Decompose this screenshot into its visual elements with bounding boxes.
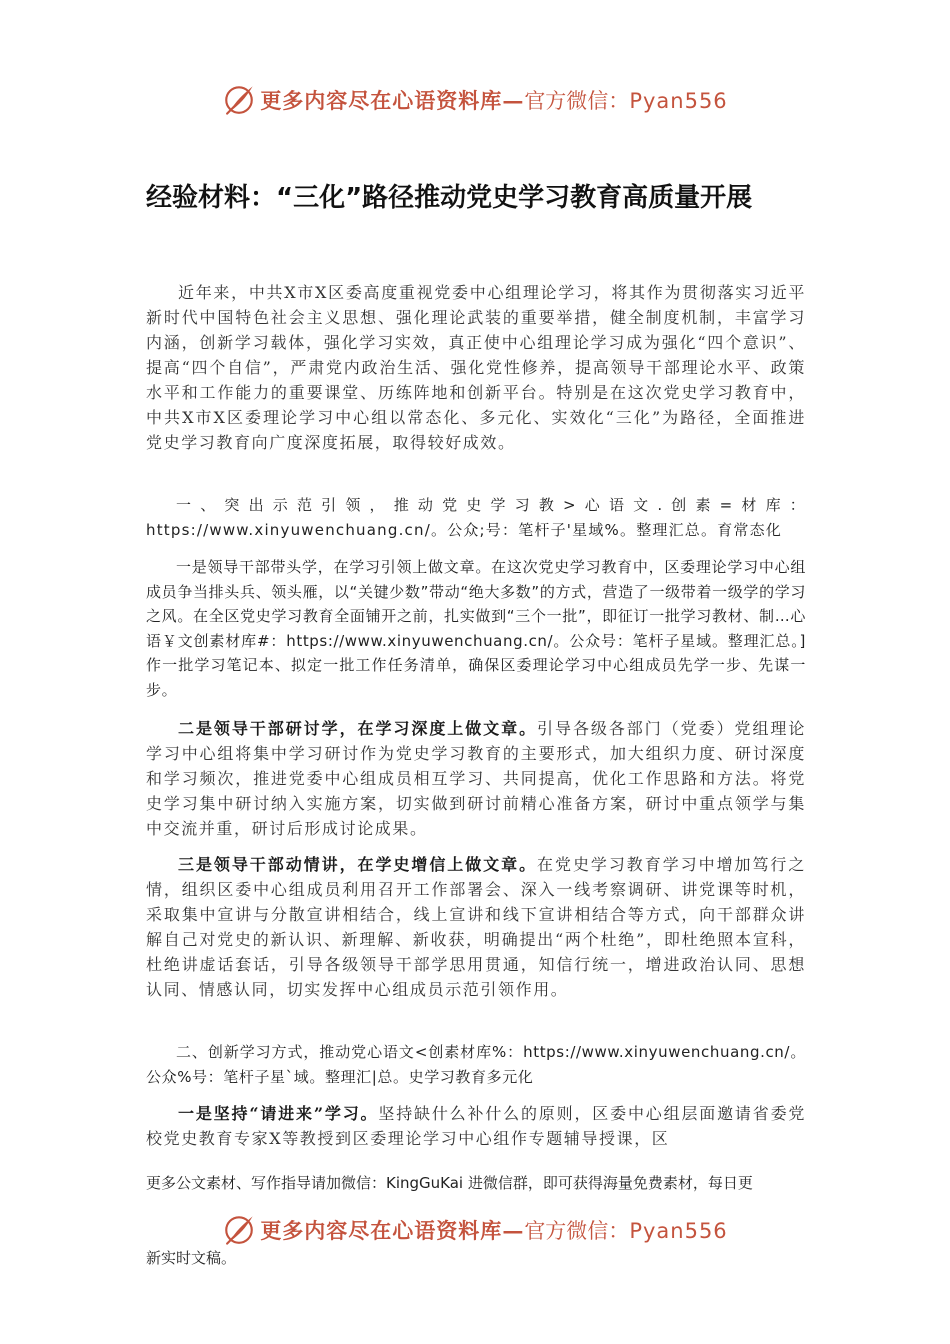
banner-library-name: 更多内容尽在心语资料库	[260, 1218, 503, 1243]
banner-text	[260, 1215, 727, 1245]
banner-library-name: 更多内容尽在心语资料库	[260, 88, 503, 113]
banner-text	[260, 85, 727, 115]
banner-wechat-id: Pyan556	[629, 89, 728, 113]
item-2-lead: 二是领导干部研讨学，在学习深度上做文章。	[178, 719, 538, 738]
item-3-body: 在党史学习教育学习中增加笃行之情，组织区委中心组成员利用召开工作部署会、深入一线考察调研、讲党课等时机，采取集中宣讲与分散宣讲相结合，线上宣讲和线下宣讲相结合等方式，向干部群众讲解自己对党史的新认识、新理解、新收获，明确提出“两个杜绝”，即杜绝照本宣科，杜绝讲虚话套话，引导各级领导干部学思用贯通，知信行统一，增进政治认同、思想认同、情感认同，切实发挥中心组成员示范引领作用。	[146, 855, 806, 999]
banner-wechat-id: Pyan556	[629, 1219, 728, 1243]
footer-promo-line-2: 新实时文稿。	[146, 1249, 237, 1267]
banner-wechat-label: 官方微信：	[524, 1219, 630, 1243]
page-title: 经验材料：“三化”路径推动党史学习教育高质量开展	[146, 183, 753, 213]
banner-dash: —	[502, 1218, 525, 1243]
banner-wechat-label: 官方微信：	[524, 89, 630, 113]
item-4-lead: 一是坚持“请进来”学习。	[178, 1104, 379, 1123]
item-3-paragraph	[146, 852, 806, 1002]
banner-dash: —	[502, 88, 525, 113]
quill-pen-logo-icon	[222, 83, 256, 117]
item-2-body: 引导各级各部门（党委）党组理论学习中心组将集中学习研讨作为党史学习教育的主要形式，加大组织力度、研讨深度和学习频次，推进党委中心组成员相互学习、共同提高，优化工作思路和方法。将党史学习集中研讨纳入实施方案，切实做到研讨前精心准备方案，研讨中重点领学与集中交流并重，研讨后形成讨论成果。	[146, 719, 806, 838]
footer-promo-line: 更多公文素材、写作指导请加微信：KingGuKai 进微信群，即可获得海量免费素材，每日更	[146, 1174, 753, 1192]
item-4-paragraph	[146, 1101, 806, 1151]
section-heading-2: 二、创新学习方式，推动党心语文<创素材库%：https://www.xinyuwenchuang.cn/。公众%号：笔杆子星`域。整理汇|总。史学习教育多元化	[146, 1043, 806, 1086]
section-heading-1: 一、突出示范引领，推动党史学习教>心语文.创素=材库：https://www.xinyuwenchuang.cn/。公众;号：笔杆子'星域%。整理汇总。育常态化	[146, 496, 806, 539]
footer-banner	[0, 1208, 950, 1252]
item-2-paragraph	[146, 716, 806, 841]
intro-paragraph: 近年来，中共X市X区委高度重视党委中心组理论学习，将其作为贯彻落实习近平新时代中国特色社会主义思想、强化理论武装的重要举措，健全制度机制，丰富学习内涵，创新学习载体，强化学习实效，真正使中心组理论学习成为强化“四个意识”、提高“四个自信”，严肃党内政治生活、强化党性修养，提高领导干部理论水平、政策水平和工作能力的重要课堂、历练阵地和创新平台。特别是在这次党史学习教育中，中共X市X区委理论学习中心组以常态化、多元化、实效化“三化”为路径，全面推进党史学习教育向广度深度拓展，取得较好成效。	[146, 283, 806, 452]
item-4-body: 坚持缺什么补什么的原则，区委中心组层面邀请省委党校党史教育专家X等教授到区委理论学习中心组作专题辅导授课，区	[146, 1104, 807, 1148]
item-1-paragraph: 一是领导干部带头学，在学习引领上做文章。在这次党史学习教育中，区委理论学习中心组成员争当排头兵、领头雁，以“关键少数”带动“绝大多数”的方式，营造了一级带着一级学的学习之风。在全区党史学习教育全面铺开之前，扎实做到“三个一批”，即征订一批学习教材、制…心语￥文创素材库#：https://www.xinyuwenchuang.cn/。公众号：笔杆子星域。整理汇总。]作一批学习笔记本、拟定一批工作任务清单，确保区委理论学习中心组成员先学一步、先谋一步。	[146, 558, 806, 699]
item-3-lead: 三是领导干部动情讲，在学史增信上做文章。	[178, 855, 538, 874]
quill-pen-logo-icon	[222, 1213, 256, 1247]
header-banner	[0, 78, 950, 122]
